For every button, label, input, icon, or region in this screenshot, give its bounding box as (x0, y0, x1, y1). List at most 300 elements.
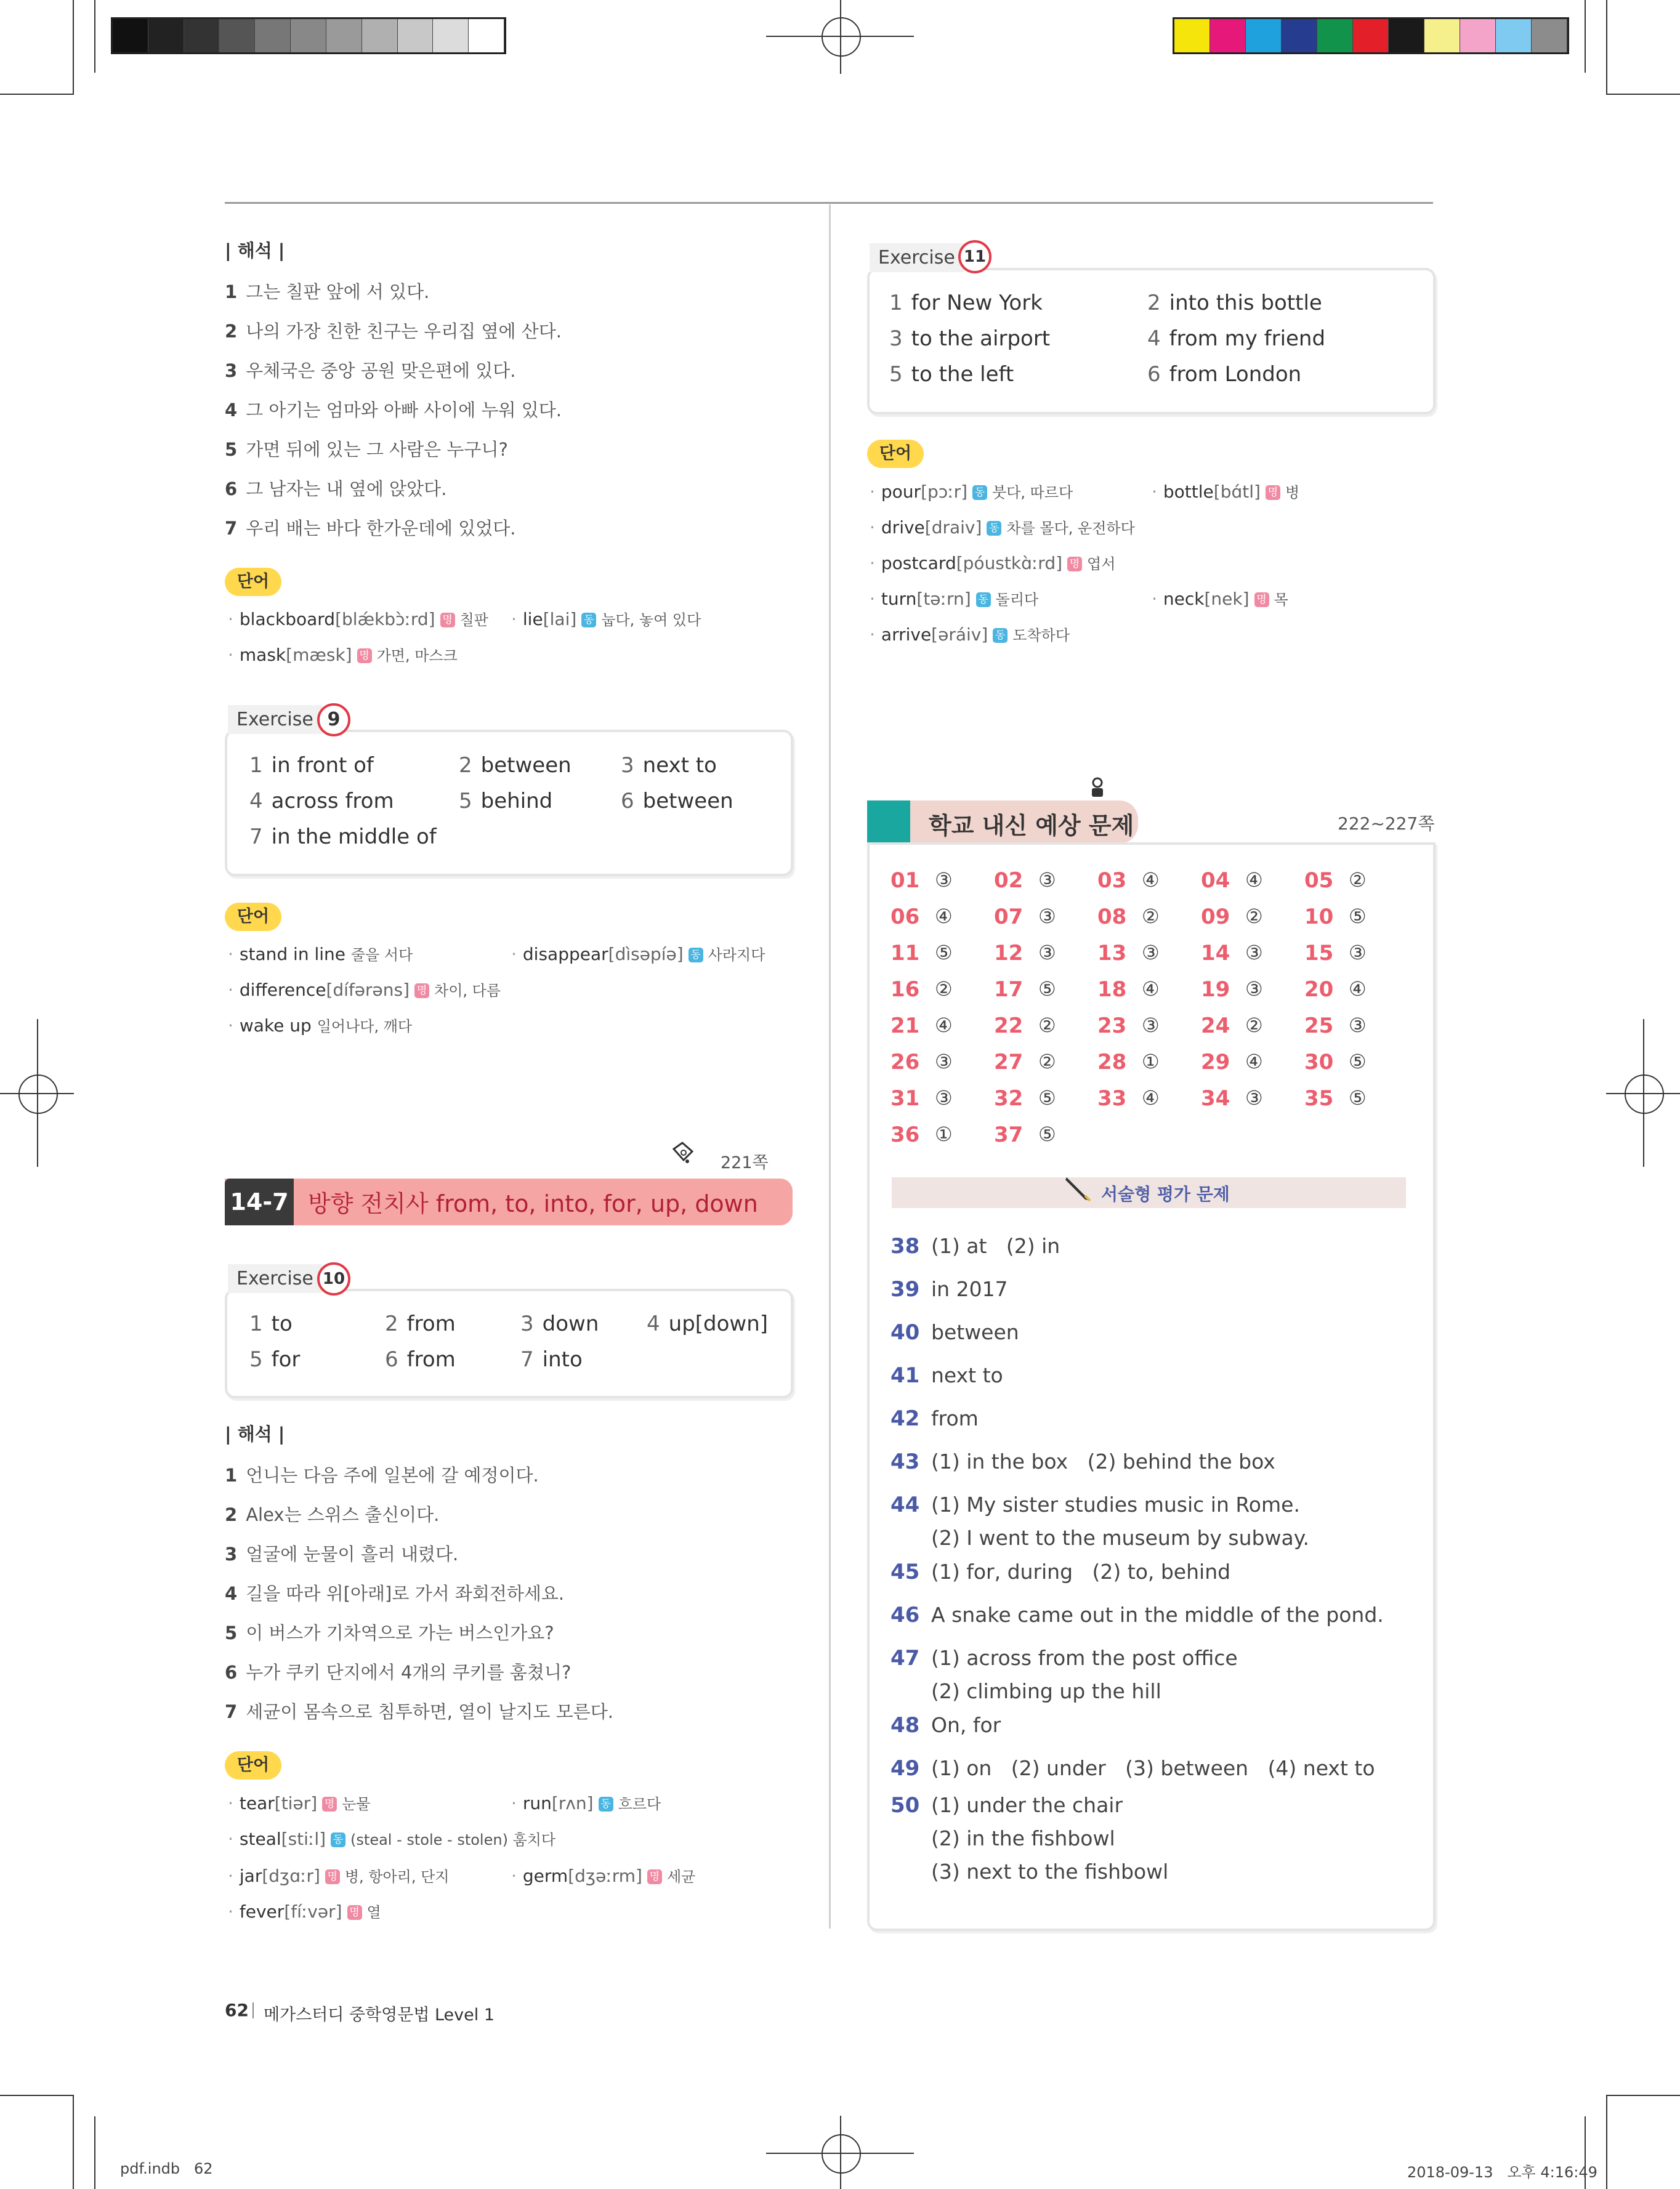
exercise-answer (385, 1347, 456, 1372)
answer-number: 27 (994, 1050, 1024, 1074)
cmyk-color-bar (1173, 17, 1569, 54)
translation-line (225, 515, 515, 540)
vocab-pronunciation: [mæsk] (286, 645, 352, 665)
bullet-icon: · (870, 589, 875, 609)
exercise-answer-text: into this bottle (1169, 291, 1322, 315)
bullet-icon: · (1152, 589, 1157, 609)
vocab-meaning: 돌리다 (995, 591, 1039, 608)
translation-text: 우리 배는 바다 한가운데에 있었다. (246, 518, 516, 539)
crop-mark (1606, 94, 1680, 95)
descriptive-answer-line: (1) across from the post office (931, 1646, 1238, 1670)
vocab-pronunciation: [pɔːr] (921, 482, 968, 502)
translation-number: 7 (225, 518, 238, 539)
color-swatch (1246, 19, 1282, 52)
part-of-speech-badge: 동 (581, 613, 596, 627)
descriptive-answer-line: (1) on (2) under (3) between (4) next to (931, 1756, 1375, 1780)
descriptive-number: 44 (890, 1493, 920, 1517)
translation-text: Alex는 스위스 출신이다. (246, 1504, 440, 1525)
answer-choice: ① (1142, 1050, 1160, 1073)
vocab-meaning: 사라지다 (708, 946, 765, 964)
answer-choice: ① (935, 1123, 953, 1146)
answer-choice: ③ (1038, 905, 1056, 928)
translation-text: 우체국은 중앙 공원 맞은편에 있다. (246, 360, 516, 381)
part-of-speech-badge: 명 (440, 613, 455, 627)
part-of-speech-badge: 동 (599, 1797, 613, 1812)
answer-number: 04 (1201, 868, 1230, 893)
vocab-entry (511, 1792, 661, 1813)
exercise-answer (1147, 291, 1322, 315)
answer-choice: ③ (1349, 1014, 1367, 1037)
answer-choice: ④ (935, 1014, 953, 1037)
answer-choice: ③ (935, 1050, 953, 1073)
vocab-word: difference (239, 980, 326, 1000)
exercise-answer-text: across from (271, 789, 394, 813)
registration-mark (37, 1019, 38, 1167)
translation-number: 5 (225, 1623, 238, 1643)
answer-number: 35 (1304, 1086, 1334, 1111)
print-timestamp: 2018-09-13 오후 4:16:49 (1407, 2164, 1597, 2181)
answer-choice: ② (1245, 1014, 1263, 1037)
vocab-entry (870, 552, 1115, 573)
descriptive-answer-line: (2) I went to the museum by subway. (931, 1526, 1310, 1550)
translation-line (225, 1659, 571, 1684)
color-swatch (1496, 19, 1532, 52)
descriptive-answer-line: (1) in the box (2) behind the box (931, 1449, 1275, 1473)
descriptive-answer-line: next to (931, 1363, 1003, 1387)
answer-number: 29 (1201, 1050, 1230, 1074)
color-swatch (1353, 19, 1389, 52)
translation-number: 3 (225, 360, 238, 381)
descriptive-number: 47 (890, 1646, 920, 1671)
part-of-speech-badge: 명 (1266, 485, 1280, 500)
registration-mark (1625, 1074, 1664, 1114)
answer-choice: ③ (1245, 941, 1263, 964)
translation-line (225, 318, 562, 343)
vocab-meaning: 병 (1285, 484, 1300, 501)
translation-text: 나의 가장 친한 친구는 우리집 옆에 산다. (246, 321, 562, 342)
header-rule (225, 202, 1433, 204)
vocab-pronunciation: [blǽkbɔ̀ːrd] (335, 609, 435, 629)
translation-text: 그 남자는 내 옆에 앉았다. (246, 478, 447, 499)
answer-number: 20 (1304, 977, 1334, 1002)
answer-choice: ③ (1349, 941, 1367, 964)
vocab-entry (228, 608, 488, 629)
exercise-answer (459, 753, 571, 778)
color-swatch (1460, 19, 1496, 52)
color-swatch (469, 19, 504, 52)
color-swatch (291, 19, 326, 52)
vocab-meaning: 차를 몰다, 운전하다 (1006, 520, 1135, 537)
registration-mark (840, 2116, 841, 2189)
part-of-speech-badge: 동 (689, 948, 703, 962)
answer-choice: ③ (1038, 868, 1056, 892)
exercise-answer (249, 1312, 293, 1336)
exercise-answer-text: to the left (911, 362, 1014, 387)
vocab-word: run (522, 1793, 552, 1813)
answer-number: 36 (890, 1123, 920, 1147)
vocab-word: drive (881, 517, 925, 538)
descriptive-answer-line: (1) My sister studies music in Rome. (931, 1493, 1300, 1517)
translation-number: 2 (225, 1504, 238, 1525)
vocab-word: wake up (239, 1015, 312, 1036)
answer-choice: ② (1142, 905, 1160, 928)
exercise-answer-text: from my friend (1169, 326, 1326, 351)
crop-mark (1585, 0, 1586, 73)
answer-choice: ⑤ (1038, 977, 1056, 1001)
exercise-answer (249, 789, 394, 813)
translation-text: 이 버스가 기차역으로 가는 버스인가요? (246, 1623, 554, 1643)
answer-choice: ③ (1245, 1086, 1263, 1110)
descriptive-answer-line: (1) for, during (2) to, behind (931, 1560, 1231, 1584)
vocab-entry (228, 643, 458, 665)
vocab-entry (228, 943, 413, 964)
vocab-pronunciation: [nek] (1204, 589, 1250, 609)
vocab-meaning: 도착하다 (1012, 627, 1070, 644)
exercise-answer-text: to (271, 1312, 293, 1336)
exercise-answer-number: 1 (249, 1312, 263, 1336)
part-of-speech-badge: 동 (993, 628, 1008, 643)
translation-line (225, 1462, 539, 1487)
answer-number: 31 (890, 1086, 920, 1111)
vocab-pronunciation: [təːrn] (916, 589, 971, 609)
vocab-meaning: 흐르다 (618, 1796, 661, 1813)
descriptive-answer-line: from (931, 1406, 979, 1430)
exercise-answer (889, 362, 1014, 387)
answer-number: 34 (1201, 1086, 1230, 1111)
vocab-entry (1152, 480, 1299, 502)
translation-number: 2 (225, 321, 238, 342)
bullet-icon: · (870, 553, 875, 573)
answer-choice: ④ (1245, 868, 1263, 892)
color-swatch (255, 19, 291, 52)
vocab-meaning: 일어나다, 깨다 (317, 1018, 413, 1035)
vocab-word: steal (239, 1829, 281, 1849)
vocab-entry (228, 1014, 412, 1036)
descriptive-answer-line: (3) next to the fishbowl (931, 1860, 1169, 1884)
bullet-icon: · (228, 980, 233, 1000)
part-of-speech-badge: 명 (414, 983, 429, 998)
vocab-meaning: 열 (366, 1904, 381, 1921)
translation-heading: | 해석 | (225, 1424, 285, 1445)
color-swatch (1532, 19, 1567, 52)
bullet-icon: · (228, 645, 233, 665)
color-swatch (184, 19, 220, 52)
part-of-speech-badge: 명 (1067, 557, 1082, 571)
exercise-number: 10 (317, 1262, 350, 1296)
vocab-pronunciation: [póustkɑ̀ːrd] (956, 553, 1063, 573)
color-swatch (219, 19, 255, 52)
answer-choice: ④ (1142, 868, 1160, 892)
exercise-answer-number: 4 (647, 1312, 660, 1336)
answer-number: 15 (1304, 941, 1334, 965)
book-title: 메가스터디 중학영문법 Level 1 (264, 2006, 495, 2025)
vocab-entry (228, 1900, 381, 1922)
crop-mark (94, 2116, 95, 2189)
answer-number: 10 (1304, 905, 1334, 929)
translation-number: 1 (225, 1465, 238, 1486)
translation-number: 5 (225, 439, 238, 460)
translation-text: 얼굴에 눈물이 흘러 내렸다. (246, 1544, 459, 1565)
bullet-icon: · (870, 482, 875, 502)
answer-number: 25 (1304, 1014, 1334, 1038)
vocab-word: tear (239, 1793, 275, 1813)
answer-choice: ③ (1142, 941, 1160, 964)
exercise-answer (249, 824, 437, 849)
answer-number: 37 (994, 1123, 1024, 1147)
crop-mark (94, 0, 95, 73)
vocab-pronunciation: [bɑ́tl] (1213, 482, 1261, 502)
crop-mark (1606, 2095, 1680, 2096)
vocab-entry (511, 608, 701, 629)
bullet-icon: · (511, 609, 517, 629)
answer-number: 17 (994, 977, 1024, 1002)
translation-number: 4 (225, 400, 238, 421)
exercise-answer-number: 6 (621, 789, 634, 813)
answer-number: 08 (1097, 905, 1127, 929)
color-swatch (1424, 19, 1460, 52)
descriptive-answer-line: (1) under the chair (931, 1793, 1123, 1817)
answer-choice: ③ (1038, 941, 1056, 964)
exercise-answer (459, 789, 552, 813)
vocab-badge: 단어 (225, 903, 281, 931)
answer-number: 16 (890, 977, 920, 1002)
vocab-entry (1152, 587, 1288, 609)
bullet-icon: · (511, 944, 517, 964)
bullet-icon: · (511, 1866, 517, 1886)
answer-choice: ⑤ (1038, 1123, 1056, 1146)
answer-number: 01 (890, 868, 920, 893)
color-swatch (326, 19, 362, 52)
answer-number: 21 (890, 1014, 920, 1038)
exercise-label: Exercise (228, 705, 322, 734)
answer-number: 22 (994, 1014, 1024, 1038)
vocab-pronunciation: [rʌn] (551, 1793, 594, 1813)
translation-number: 1 (225, 281, 238, 302)
answer-choice: ④ (1245, 1050, 1263, 1073)
answer-number: 13 (1097, 941, 1127, 965)
color-swatch (362, 19, 398, 52)
vocab-pronunciation: [dʒɑːr] (262, 1866, 320, 1886)
answer-number: 32 (994, 1086, 1024, 1111)
crop-mark (1606, 0, 1607, 94)
answer-choice: ④ (1142, 977, 1160, 1001)
chapter-title: 방향 전치사 from, to, into, for, up, down (308, 1190, 758, 1217)
bullet-icon: · (228, 1793, 233, 1813)
vocab-entry (870, 480, 1073, 502)
color-swatch (113, 19, 148, 52)
answer-number: 14 (1201, 941, 1230, 965)
descriptive-label: 서술형 평가 문제 (1101, 1184, 1230, 1204)
exercise-answer-number: 1 (889, 291, 903, 315)
exercise-answer-number: 3 (520, 1312, 534, 1336)
vocab-meaning: 차이, 다름 (434, 982, 501, 999)
exercise-answer (621, 789, 733, 813)
part-of-speech-badge: 동 (976, 592, 991, 607)
exercise-answer-number: 7 (249, 824, 263, 849)
vocab-word: bottle (1163, 482, 1214, 502)
vocab-word: turn (881, 589, 917, 609)
exercise-answer (249, 1347, 300, 1372)
vocab-meaning: 병, 항아리, 단지 (344, 1868, 450, 1885)
exercise-label: Exercise (228, 1264, 322, 1293)
vocab-pronunciation: [fíːvər] (284, 1901, 342, 1922)
answer-number: 30 (1304, 1050, 1334, 1074)
vocab-pronunciation: [stiːl] (281, 1829, 326, 1849)
vocab-entry (228, 1864, 450, 1886)
vocab-word: postcard (881, 553, 956, 573)
descriptive-number: 48 (890, 1713, 920, 1738)
exercise-answer-number: 5 (249, 1347, 263, 1372)
answer-number: 23 (1097, 1014, 1127, 1038)
exercise-answer-text: to the airport (911, 326, 1051, 351)
exercise-label: Exercise (870, 243, 964, 272)
answer-number: 33 (1097, 1086, 1127, 1111)
vocab-word: stand in line (239, 944, 346, 964)
exercise-answer-number: 3 (621, 753, 634, 778)
vocab-meaning: 가면, 마스크 (376, 647, 458, 664)
exercise-answer-text: into (542, 1347, 583, 1372)
vocab-pronunciation: [dífərəns] (326, 980, 410, 1000)
pencil-icon (1063, 1174, 1094, 1204)
translation-text: 가면 뒤에 있는 그 사람은 누구니? (246, 439, 508, 460)
answer-choice: ⑤ (1038, 1086, 1056, 1110)
chapter-code: 14-7 (225, 1179, 294, 1225)
exercise-answer-text: up[down] (668, 1312, 769, 1336)
exercise-answer-number: 2 (1147, 291, 1161, 315)
exercise-answer-text: down (542, 1312, 599, 1336)
part-of-speech-badge: 동 (331, 1832, 345, 1847)
answer-choice: ⑤ (1349, 1086, 1367, 1110)
descriptive-number: 41 (890, 1363, 920, 1388)
vocab-pronunciation: [əráiv] (931, 624, 988, 645)
part-of-speech-badge: 동 (972, 485, 987, 500)
crop-mark (73, 2095, 74, 2189)
vocab-meaning: 눕다, 놓여 있다 (601, 611, 701, 629)
color-swatch (1282, 19, 1317, 52)
bullet-icon: · (870, 517, 875, 538)
descriptive-answer-line: (2) in the fishbowl (931, 1826, 1115, 1850)
descriptive-number: 46 (890, 1603, 920, 1627)
descriptive-number: 42 (890, 1406, 920, 1431)
test-title: 학교 내신 예상 문제 (929, 812, 1134, 839)
exercise-number: 11 (958, 240, 991, 273)
exercise-answer (889, 326, 1050, 351)
answer-choice: ③ (1142, 1014, 1160, 1037)
exercise-answer (385, 1312, 456, 1336)
vocab-pronunciation: [lai] (543, 609, 577, 629)
vocab-word: blackboard (239, 609, 336, 629)
answer-number: 07 (994, 905, 1024, 929)
translation-heading: | 해석 | (225, 240, 285, 261)
registration-mark (840, 0, 841, 74)
vocab-meaning: 눈물 (342, 1796, 371, 1813)
translation-text: 그 아기는 엄마와 아빠 사이에 누워 있다. (246, 400, 562, 421)
answer-choice: ④ (1142, 1086, 1160, 1110)
answer-choice: ④ (1349, 977, 1367, 1001)
vocab-word: pour (881, 482, 921, 502)
translation-text: 언니는 다음 주에 일본에 갈 예정이다. (246, 1465, 539, 1486)
registration-mark (822, 17, 861, 57)
answer-choice: ② (1038, 1050, 1056, 1073)
vocab-meaning: 줄을 서다 (350, 946, 413, 964)
descriptive-answer-line: (1) at (2) in (931, 1234, 1060, 1258)
vocab-meaning: 엽서 (1087, 555, 1116, 573)
exercise-answer-number: 1 (249, 753, 263, 778)
color-swatch (148, 19, 184, 52)
page-number: 62 (225, 2000, 249, 2020)
vocab-badge: 단어 (225, 1751, 281, 1780)
vocab-entry (511, 1864, 695, 1886)
column-divider (829, 204, 831, 1929)
vocab-pronunciation: [dʒəːrm] (568, 1866, 642, 1886)
exercise-answer (621, 753, 717, 778)
descriptive-answer-line: in 2017 (931, 1277, 1008, 1301)
translation-line (225, 475, 446, 501)
translation-number: 4 (225, 1583, 238, 1604)
answer-choice: ③ (935, 868, 953, 892)
translation-text: 길을 따라 위[아래]로 가서 좌회전하세요. (246, 1583, 565, 1604)
vocab-pronunciation: [dìsəpíə] (608, 944, 684, 964)
exercise-answer-number: 2 (459, 753, 472, 778)
exercise-answer (647, 1312, 768, 1336)
exercise-answer (520, 1347, 583, 1372)
vocab-word: neck (1163, 589, 1205, 609)
vocab-meaning: 붓다, 따르다 (992, 484, 1073, 501)
translation-line (225, 1698, 613, 1723)
translation-line (225, 278, 429, 304)
crop-mark (0, 94, 74, 95)
part-of-speech-badge: 명 (647, 1869, 662, 1884)
exercise-answer-text: from (406, 1312, 456, 1336)
exercise-answer-text: from (406, 1347, 456, 1372)
answer-number: 24 (1201, 1014, 1230, 1038)
translation-line (225, 397, 562, 422)
vocab-pronunciation: [tiər] (274, 1793, 318, 1813)
registration-mark (18, 1074, 58, 1114)
answer-choice: ② (935, 977, 953, 1001)
vocab-entry (228, 1828, 555, 1849)
bullet-icon: · (228, 944, 233, 964)
descriptive-answer-line: between (931, 1320, 1019, 1344)
answer-number: 02 (994, 868, 1024, 893)
exercise-answer-text: for New York (911, 291, 1043, 315)
exercise-answer-text: between (642, 789, 733, 813)
translation-number: 6 (225, 1662, 238, 1683)
answer-choice: ⑤ (1349, 1050, 1367, 1073)
vocab-entry (228, 978, 501, 1000)
translation-number: 6 (225, 478, 238, 499)
exercise-answer (249, 753, 374, 778)
exercise-answer-number: 5 (459, 789, 472, 813)
grayscale-color-bar (111, 17, 506, 54)
exercise-answer-text: for (271, 1347, 301, 1372)
vocab-badge: 단어 (867, 440, 924, 468)
translation-line (225, 436, 508, 461)
translation-text: 세균이 몸속으로 침투하면, 열이 날지도 모른다. (246, 1701, 613, 1722)
bullet-icon: · (228, 609, 233, 629)
answer-choice: ④ (935, 905, 953, 928)
vocab-entry (511, 943, 765, 964)
descriptive-number: 45 (890, 1560, 920, 1584)
crop-mark (73, 0, 74, 94)
part-of-speech-badge: 동 (987, 521, 1001, 536)
answer-choice: ② (1349, 868, 1367, 892)
descriptive-number: 49 (890, 1756, 920, 1781)
answer-number: 19 (1201, 977, 1230, 1002)
part-of-speech-badge: 명 (347, 1905, 362, 1920)
translation-line (225, 1541, 458, 1566)
exercise-answer (1147, 362, 1301, 387)
